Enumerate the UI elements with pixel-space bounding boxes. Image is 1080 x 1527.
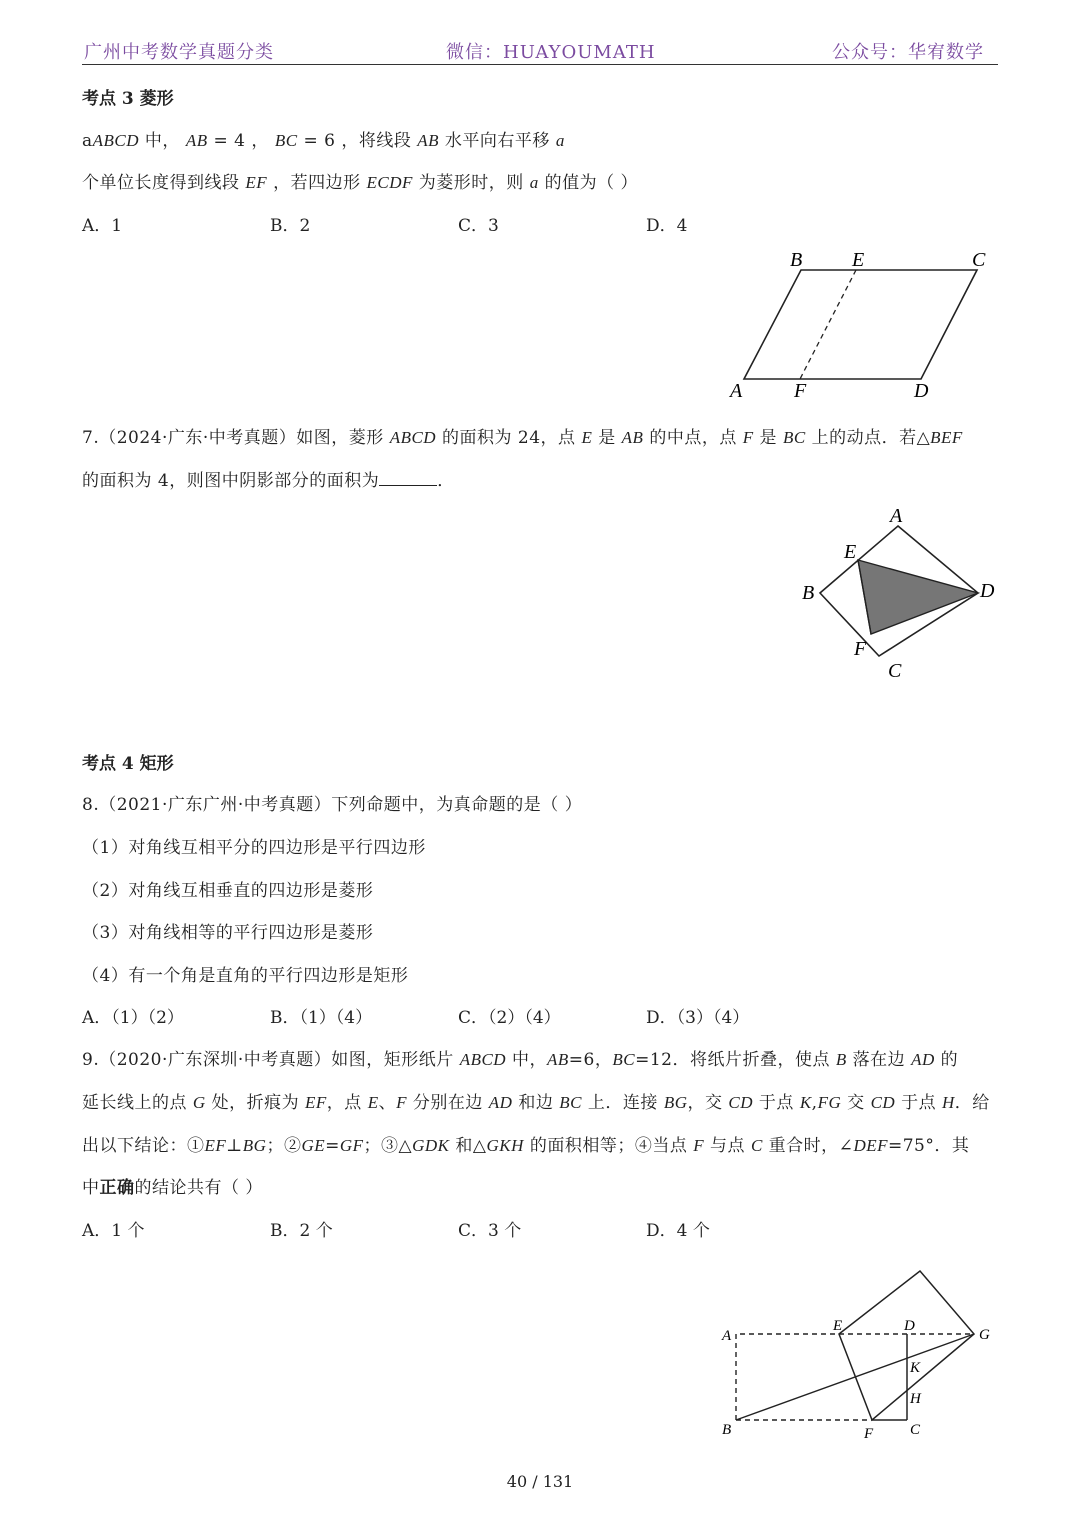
q6-option-c: C．3 [458, 216, 499, 236]
q8-item-1: （1）对角线互相平分的四边形是平行四边形 [82, 838, 426, 858]
label-b: B [790, 249, 803, 271]
q6-line1: aABCD 中， AB = 4 ， BC = 6 ，将线段 AB 水平向右平移 a [82, 131, 565, 151]
segment-ef-dashed [800, 270, 856, 379]
label-h: H [910, 1391, 921, 1407]
label-g: G [979, 1327, 990, 1343]
label-c: C [910, 1422, 921, 1438]
q9-folded-rectangle-figure [710, 1260, 1000, 1445]
q8-option-b: B．（1）（4） [270, 1008, 373, 1028]
label-f: F [864, 1426, 874, 1442]
label-f: F [794, 380, 807, 402]
segment-bg [736, 1334, 974, 1420]
parallelogram-abcd [744, 270, 977, 379]
q8-option-c: C．（2）（4） [458, 1008, 561, 1028]
q9-option-c: C．3 个 [458, 1221, 522, 1241]
page-number: 40 / 131 [506, 1472, 574, 1491]
q9-option-a: A．1 个 [82, 1221, 145, 1241]
answer-blank [379, 469, 437, 486]
q7-line2: 的面积为 4，则图中阴影部分的面积为 ． [82, 471, 455, 491]
label-c: C [972, 249, 986, 271]
q7-rhombus-figure [790, 500, 1005, 690]
q9-line1: 9.（2020·广东深圳·中考真题）如图，矩形纸片 ABCD 中，AB=6，BC=12．将纸片折叠，使点 B 落在边 AD 的 [82, 1050, 959, 1070]
label-e: E [833, 1318, 843, 1334]
q9-line3: 出以下结论：①EF⊥BG；②GE=GF；③△GDK 和△GKH 的面积相等；④当点 F 与点 C 重合时，∠DEF=75°．其 [82, 1136, 970, 1156]
label-d: D [914, 380, 929, 402]
section-title-rhombus: 考点 3 菱形 [82, 89, 174, 109]
section-title-rectangle: 考点 4 矩形 [82, 754, 174, 774]
q6-option-d: D．4 [646, 216, 688, 236]
label-b: B [722, 1422, 732, 1438]
label-e: E [844, 541, 857, 563]
label-c: C [888, 660, 902, 682]
header-divider [82, 64, 998, 65]
q6-option-b: B．2 [270, 216, 311, 236]
q8-item-2: （2）对角线互相垂直的四边形是菱形 [82, 881, 374, 901]
q8-item-4: （4）有一个角是直角的平行四边形是矩形 [82, 966, 409, 986]
q6-option-a: A．1 [82, 216, 123, 236]
label-e: E [852, 249, 865, 271]
q9-option-b: B．2 个 [270, 1221, 333, 1241]
label-d: D [980, 580, 995, 602]
q9-line2: 延长线上的点 G 处，折痕为 EF，点 E、F 分别在边 AD 和边 BC 上．连接 BG，交 CD 于点 K,FG 交 CD 于点 H．给 [82, 1093, 990, 1113]
q8-option-d: D．（3）（4） [646, 1008, 750, 1028]
q6-parallelogram-figure [720, 245, 1000, 405]
header-left-title: 广州中考数学真题分类 [84, 42, 274, 63]
label-a: A [722, 1328, 732, 1344]
q6-line2: 个单位长度得到线段 EF ，若四边形 ECDF 为菱形时，则 a 的值为（ ） [82, 173, 639, 193]
label-f: F [854, 638, 867, 660]
q7-line1: 7.（2024·广东·中考真题）如图，菱形 ABCD 的面积为 24，点 E 是 AB 的中点，点 F 是 BC 上的动点．若△BEF [82, 428, 963, 448]
label-b: B [802, 582, 815, 604]
q9-line4: 中正确的结论共有（ ） [82, 1178, 263, 1198]
header-wechat: 微信：HUAYOUMATH [446, 42, 656, 63]
label-a: A [890, 505, 903, 527]
shaded-triangle-edf [858, 560, 978, 634]
header-public-account: 公众号：华宥数学 [832, 42, 984, 63]
q8-stem: 8.（2021·广东广州·中考真题）下列命题中，为真命题的是（ ） [82, 795, 583, 815]
q9-option-d: D．4 个 [646, 1221, 710, 1241]
label-k: K [910, 1360, 921, 1376]
q8-option-a: A．（1）（2） [82, 1008, 184, 1028]
label-d: D [904, 1318, 915, 1334]
q8-item-3: （3）对角线相等的平行四边形是菱形 [82, 923, 374, 943]
label-a: A [730, 380, 743, 402]
